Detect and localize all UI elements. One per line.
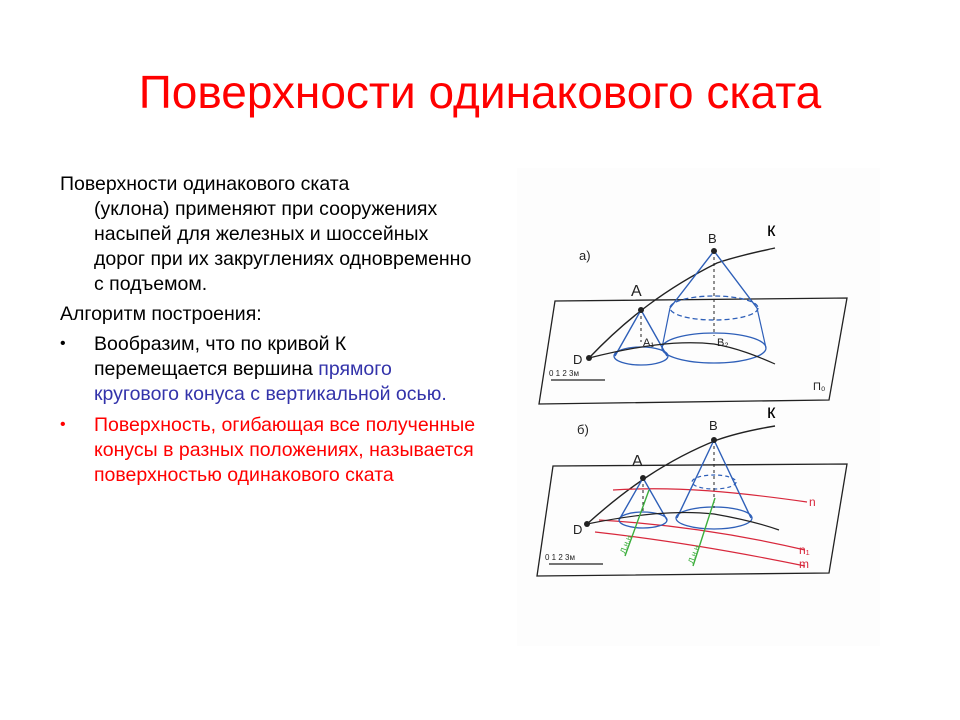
construction-figure [517,168,880,646]
label-green-1: Л.н.н [618,534,634,555]
label-D-bottom: D [573,522,583,537]
content-text [60,172,480,494]
intro-paragraph [60,172,480,297]
intro-continued: (уклона) применяют при сооружениях насыпей для железных и шоссейных дорог при их закруглениях одновременно с подъемом. [94,198,472,295]
label-B-bottom: B [709,418,718,433]
bullet-item-1 [60,332,480,407]
label-n1: n₁ [799,543,810,557]
label-n: n [809,495,816,509]
label-A1: A₁ [643,337,655,349]
intro-line-1: Поверхности одинакового ската [60,173,350,195]
bullet-item-2 [60,413,480,488]
label-A-bottom: A [632,453,643,470]
bullet-2-text: Поверхность, огибающая все полученные конусы в разных положениях, называется поверхностью одинакового ската [94,414,476,486]
label-a: а) [579,248,591,263]
label-B: B [708,231,717,246]
label-plane: П₀ [813,381,826,393]
cone-a-base [614,347,668,365]
slide-title: Поверхности одинакового ската [138,66,822,118]
label-b: б) [577,422,589,437]
bullet-1-text: Вообразим, что по кривой К перемещается вершина [94,333,347,380]
label-green-2: Л.н.н [686,544,702,565]
label-k-top: к [767,220,776,241]
curve-k-top [589,248,775,358]
bullet-1-highlight: прямого кругового конуса с вертикальной осью. [94,358,447,405]
plane-top [539,298,847,404]
label-B2: B₂ [717,337,729,349]
label-D: D [573,352,583,367]
label-A: A [631,283,642,300]
label-m: m [799,557,809,571]
bullet-dot: • [60,335,66,352]
label-k-bottom: к [767,402,776,423]
bullet-dot: • [60,416,66,433]
algorithm-heading: Алгоритм построения: [60,303,262,325]
label-scale-bottom: 0 1 2 3м [545,553,575,562]
figure-drawing [517,168,880,646]
line-n [613,489,807,502]
cone-b-base [662,333,766,363]
label-scale-top: 0 1 2 3м [549,369,579,378]
